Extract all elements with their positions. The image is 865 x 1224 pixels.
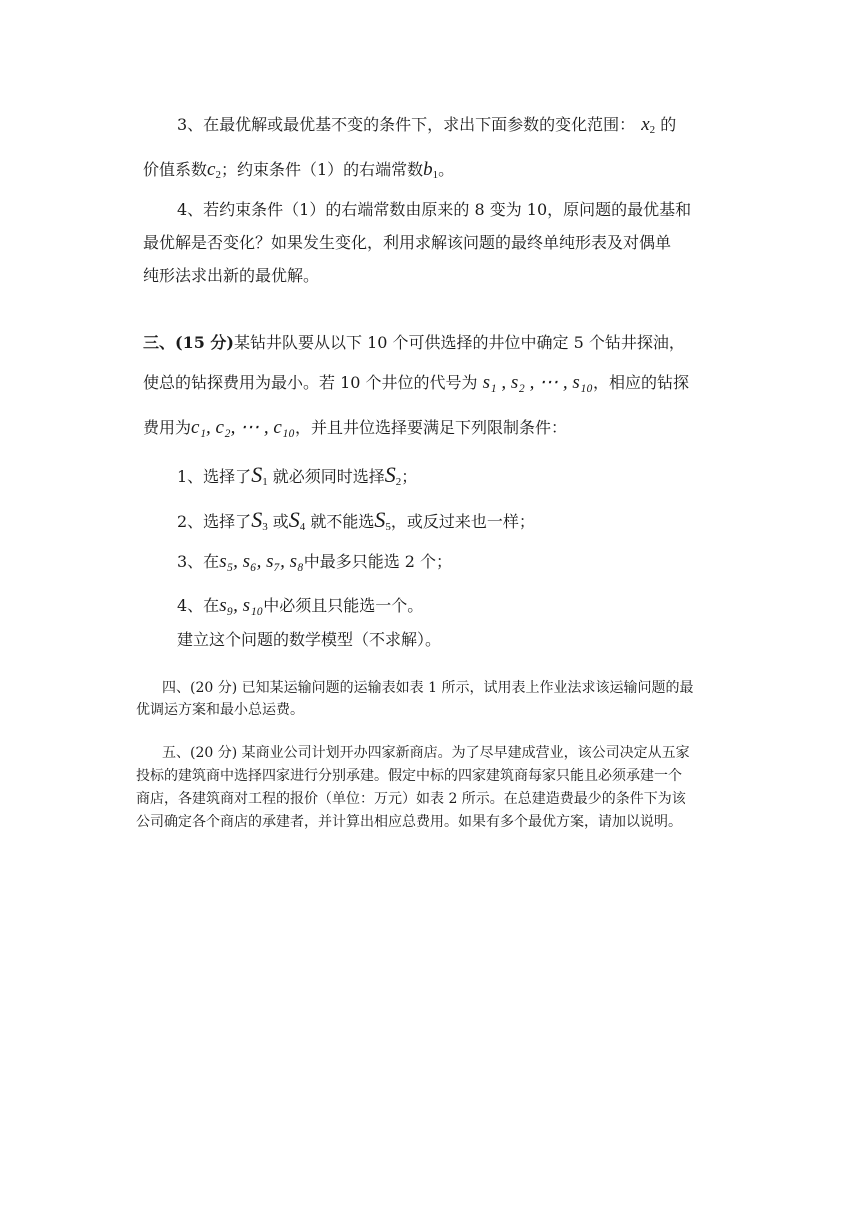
q5-line4: 公司确定各个商店的承建者，并计算出相应总费用。如果有多个最优方案，请加以说明。 (136, 814, 682, 830)
text: 费用为 (143, 418, 192, 437)
math-var: c (207, 159, 216, 180)
text: ，并且井位选择要满足下列限制条件： (295, 418, 568, 437)
math-sub: 1 (432, 169, 439, 181)
math-sub: 4 (299, 521, 306, 533)
math-sub: 2 (395, 476, 402, 488)
text: 3、在最优解或最优基不变的条件下，求出下面参数的变化范围： (177, 115, 636, 134)
math-sub: 1 (262, 476, 268, 488)
text: 中最多只能选 2 个； (303, 552, 453, 571)
q2-item3-line1 (177, 114, 676, 141)
math-s5-s8: s₅, s₆, s₇, s₈ (219, 551, 304, 572)
q3-line2 (143, 372, 689, 394)
q3-condition-3 (177, 551, 452, 573)
q5-line3: 商店，各建筑商对工程的报价（单位：万元）如表 2 所示。在总建造费最少的条件下为该 (136, 791, 686, 807)
math-var: S (251, 507, 263, 532)
text: 某钻井队要从以下 10 个可供选择的井位中确定 5 个钻井探油， (233, 333, 685, 352)
math-S3 (251, 507, 268, 532)
q3-condition-2 (177, 509, 535, 538)
math-c2 (207, 159, 221, 180)
text: 4、在 (177, 596, 220, 615)
math-var: b (423, 159, 433, 180)
text: 1、选择了 (177, 467, 252, 486)
math-x2 (641, 114, 655, 135)
q2-item3-line2 (143, 159, 454, 186)
text: ，相应的钻探 (593, 373, 690, 392)
q3-condition-4 (177, 595, 423, 617)
text: 就必须同时选择 (272, 467, 385, 486)
text: 就不能选 (310, 512, 375, 531)
text: ；约束条件（1）的右端常数 (220, 160, 424, 179)
q2-item4-line3: 纯形法求出新的最优解。 (143, 266, 320, 285)
math-var: x (641, 114, 650, 135)
text: 的 (660, 115, 677, 134)
text: ； (401, 467, 418, 486)
q5-line1: 五、(20 分) 某商业公司计划开办四家新商店。为了尽早建成营业，该公司决定从五家 (162, 745, 690, 761)
q3-condition-1 (177, 464, 417, 493)
math-sub: 3 (262, 521, 268, 533)
math-S4 (289, 507, 306, 532)
math-sub: 2 (649, 124, 656, 136)
text: 使总的钻探费用为最小。若 10 个井位的代号为 (143, 373, 478, 392)
math-var: S (374, 507, 386, 532)
math-sub: 2 (215, 169, 221, 181)
math-S1 (251, 462, 268, 487)
text: 3、在 (177, 552, 220, 571)
text: 或 (272, 512, 289, 531)
q3-line3 (143, 417, 567, 439)
text: 价值系数 (143, 160, 208, 179)
text: 中必须且只能选一个。 (263, 596, 424, 615)
q3-closing: 建立这个问题的数学模型（不求解）。 (177, 630, 442, 649)
q3-heading: 三、(15 分) (143, 333, 234, 352)
q2-item4-line2: 最优解是否变化？如果发生变化，利用求解该问题的最终单纯形表及对偶单 (143, 233, 672, 252)
q5-line2: 投标的建筑商中选择四家进行分别承建。假定中标的四家建筑商每家只能且必须承建一个 (136, 768, 682, 784)
math-var: S (251, 462, 263, 487)
math-var: S (384, 462, 396, 487)
math-b1 (423, 159, 438, 180)
q2-item4-line1: 4、若约束条件（1）的右端常数由原来的 8 变为 10，原问题的最优基和 (177, 200, 692, 219)
text: ，或反过来也一样； (390, 512, 535, 531)
math-c-list: c₁, c₂, ⋯ , c₁₀ (191, 417, 295, 438)
text: 2、选择了 (177, 512, 252, 531)
math-S5 (374, 507, 391, 532)
math-s9-s10: s₉, s₁₀ (219, 595, 264, 616)
text: 。 (438, 160, 455, 179)
math-s-list: s₁ , s₂ , ⋯ , s₁₀ (482, 372, 593, 393)
q4-line2: 优调运方案和最小总运费。 (136, 702, 304, 718)
math-S2 (385, 462, 402, 487)
q3-line1 (143, 332, 685, 354)
math-var: S (288, 507, 300, 532)
q4-line1: 四、(20 分) 已知某运输问题的运输表如表 1 所示，试用表上作业法求该运输问题的最 (162, 680, 694, 696)
math-sub: 5 (385, 521, 391, 533)
